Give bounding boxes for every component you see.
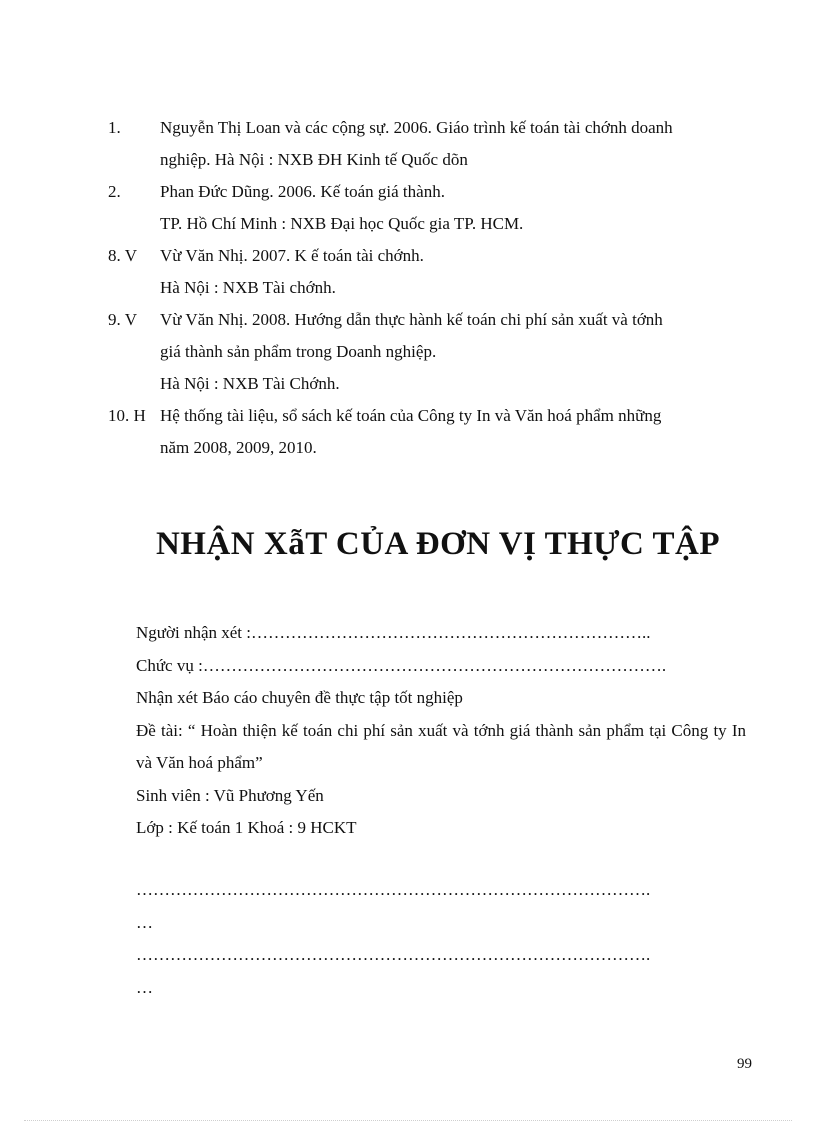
class-line: Lớp : Kế toán 1 Khoá : 9 HCKT [136, 818, 357, 837]
comment-blank-area [136, 874, 746, 1004]
reference-text: Vừ Văn Nhị. 2008. Hướng dẫn thực hành kế toán chi phí sản xuất và tớnh [160, 310, 663, 329]
reference-item [108, 240, 748, 304]
blank-line: … [136, 912, 153, 932]
review-subject-line: Nhận xét Báo cáo chuyên đề thực tập tốt nghiệp [136, 688, 463, 707]
student-line: Sinh viên : Vũ Phương Yến [136, 785, 324, 805]
reference-text: TP. Hồ Chí Minh : NXB Đại học Quốc gia TP. HCM. [160, 214, 524, 233]
reference-number: 10. H [108, 406, 146, 425]
position-line: Chức vụ :………………………………………………………………………. [136, 655, 667, 675]
page-bottom-divider [24, 1120, 792, 1121]
reviewer-line: Người nhận xét :…………………………………………………………….. [136, 623, 651, 642]
reference-number: 9. V [108, 310, 137, 329]
reference-list [108, 112, 748, 464]
reference-text: giá thành sản phẩm trong Doanh nghiệp. [160, 342, 437, 361]
reference-text: Vừ Văn Nhị. 2007. K ế toán tài chớnh. [160, 246, 424, 265]
topic-line: Đề tài: “ Hoàn thiện kế toán chi phí sản xuất và tớnh giá thành sản phẩm tại Công ty In và Văn hoá phẩm” [136, 720, 746, 772]
reference-text: Phan Đức Dũng. 2006. Kế toán giá thành. [160, 182, 445, 201]
blank-line: … [136, 977, 153, 997]
reference-text: Nguyễn Thị Loan và các cộng sự. 2006. Giáo trình kế toán tài chớnh doanh [160, 118, 673, 137]
reference-number: 1. [108, 118, 121, 137]
reference-number: 2. [108, 182, 121, 201]
blank-line: ………………………………………………………………………………. [136, 945, 651, 964]
reference-item [108, 112, 748, 176]
reference-item [108, 176, 748, 240]
reference-text: Hà Nội : NXB Tài chớnh. [160, 278, 336, 297]
review-form [136, 617, 746, 845]
section-title: NHẬN XẫT CỦA ĐƠN VỊ THỰC TẬP [155, 526, 721, 562]
reference-text: Hệ thống tài liệu, sổ sách kế toán của Công ty In và Văn hoá phẩm những [160, 406, 662, 425]
page-number: 99 [737, 1056, 752, 1072]
reference-number: 8. V [108, 246, 137, 265]
reference-text: Hà Nội : NXB Tài Chớnh. [160, 374, 340, 393]
reference-text: nghiệp. Hà Nội : NXB ĐH Kinh tế Quốc dõn [160, 150, 468, 169]
reference-item [108, 304, 748, 400]
reference-text: năm 2008, 2009, 2010. [160, 438, 317, 457]
blank-line: ………………………………………………………………………………. [136, 880, 651, 899]
reference-item [108, 400, 748, 464]
